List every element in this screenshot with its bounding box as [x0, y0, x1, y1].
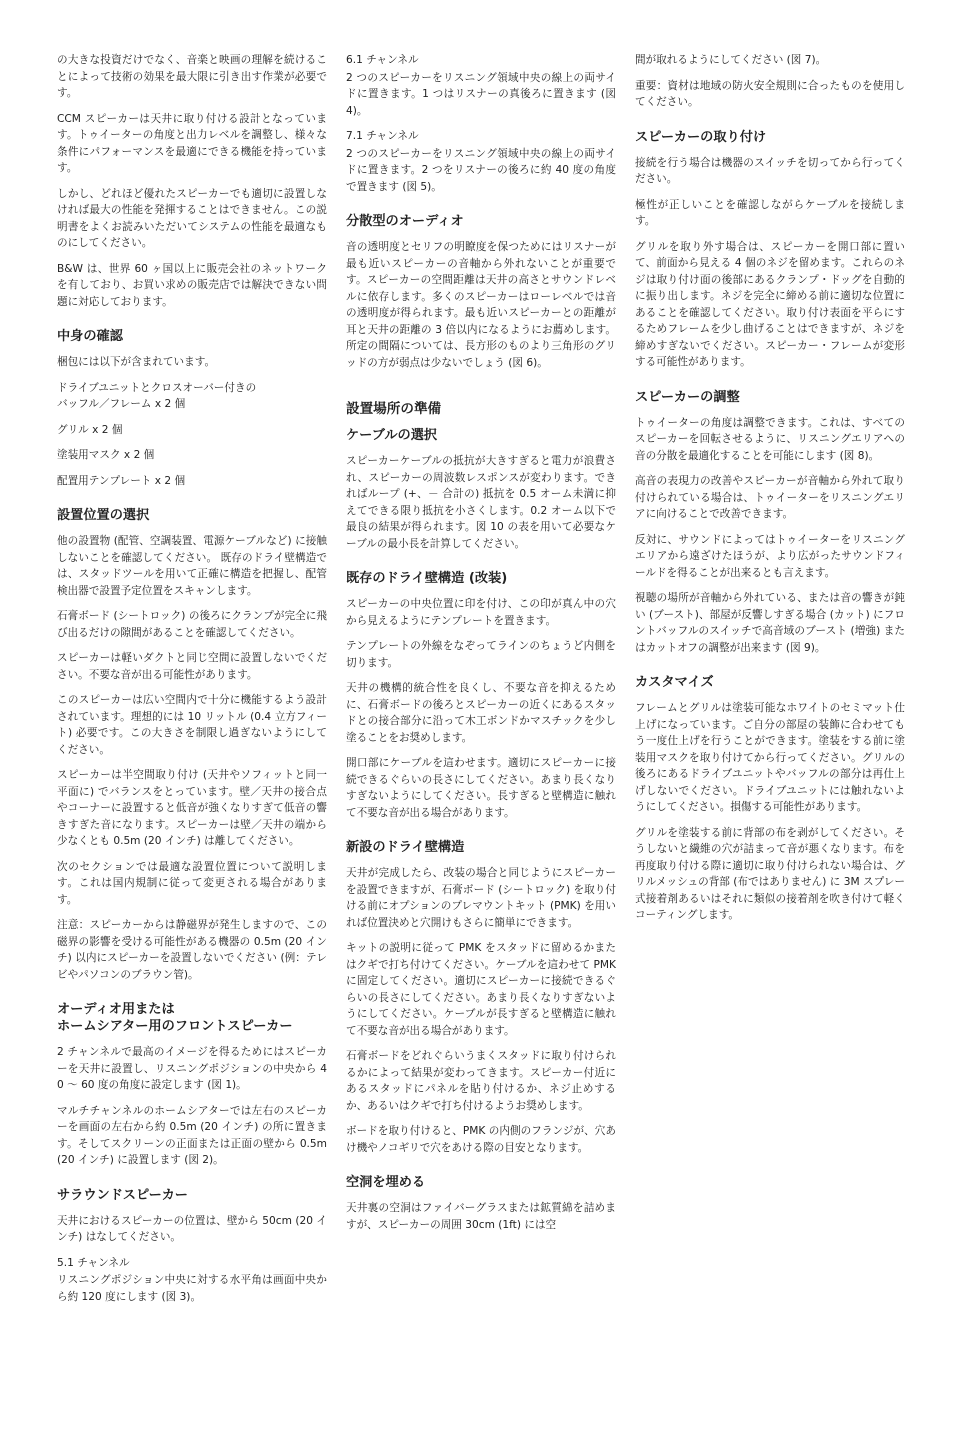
paragraph: トゥイーターの角度は調整できます。これは、すべてのスピーカーを回転させるように、リスニングエリアへの音の分散を最適化することを可能にします (図 8)。 — [635, 416, 905, 462]
paragraph: 他の設置物 (配管、空調装置、電源ケーブルなど) に接触しないことを確認してください。 既存のドライ壁構造では、スタッドツールを用いて正確に構造を把握し、配管検出器で設置予定位置をスキャンします。 — [57, 535, 327, 597]
paragraph: 反対に、サウンドによってはトゥイーターをリスニングエリアから遠ざけたほうが、より広がったサウンドフィールドを得ることが出来るとも言えます。 — [635, 533, 905, 579]
paragraph: B&W は、世界 60 ヶ国以上に販売会社のネットワークを有しており、お買い求めの販売店では解決できない問題に対応しております。 — [57, 262, 327, 308]
paragraph: スピーカーケーブルの抵抗が大きすぎると電力が浪費され、スピーカーの周波数レスポンスが変わります。できればループ (+、－ 合計の) 抵抗を 0.5 オーム未満に抑えてできる限り抵抗を小さくします。0.2 オーム以下で最良の結果が得られます。図 10 の表を用いて必要なケーブルの最小長を計算してください。 — [346, 455, 616, 550]
paragraph: 梱包には以下が含まれています。 — [57, 356, 216, 368]
list-item: ドライブユニットとクロスオーバー付きの バッフル／フレーム x 2 個 — [57, 381, 257, 410]
paragraph: スピーカーは軽いダクトと同じ空間に設置しないでください。不要な音が出る可能性があります。 — [57, 652, 327, 681]
paragraph: 石膏ボードをどれぐらいうまくスタッドに取り付けられるかによって結果が変わってきます。スピーカー付近にあるスタッドにパネルを貼り付けるか、ネジ止めするか、あるいはクギで打ち付けるようお奨めします。 — [346, 1050, 616, 1112]
subheading-51: 5.1 チャンネル — [57, 1256, 130, 1269]
heading-cable: ケーブルの選択 — [346, 428, 438, 443]
paragraph: CCM スピーカーは天井に取り付ける設計となっています。トゥイーターの角度と出力レベルを調整し、様々な条件にパフォーマンスを最適にできる機能を持っています。 — [57, 112, 327, 174]
paragraph: スピーカーは半空間取り付け (天井やソフィットと同一平面に) でバランスをとっています。壁／天井の接合点やコーナーに設置すると低音が強くなりすぎて低音の響きすぎた音になります。スピーカーは壁／天井の端から少なくとも 0.5m (20 インチ) は離してください。 — [57, 769, 327, 847]
heading-customize: カスタマイズ — [635, 675, 714, 690]
paragraph: マルチチャンネルのホームシアターでは左右のスピーカーを画面の左右から約 0.5m (20 インチ) の所に置きます。そしてスクリーンの正面または正面の壁から 0.5m (20 インチ) に設置します (図 2)。 — [57, 1104, 327, 1166]
heading-existing-drywall: 既存のドライ壁構造 (改装) — [346, 571, 508, 586]
paragraph: このスピーカーは広い空間内で十分に機能するよう設計されています。理想的には 10 リットル (0.4 立方フィート) 必要です。この大きさを制限し過ぎないようにしてください。 — [57, 694, 327, 756]
paragraph: 高音の表現力の改善やスピーカーが音軸から外れて取り付けられている場合は、トゥイーターをリスニングエリアに向けることで改善できます。 — [635, 475, 905, 520]
column-3 — [635, 52, 905, 933]
subheading-71: 7.1 チャンネル — [346, 130, 419, 142]
paragraph: 天井におけるスピーカーの位置は、壁から 50cm (20 インチ) はなしてください。 — [57, 1214, 327, 1243]
paragraph: グリルを塗装する前に背部の布を剥がしてください。そうしないと繊維の穴が詰まって音が悪くなります。布を再度取り付ける際に適切に取り付けられない場合は、グリルメッシュの背部 (布ではありません) に 3M スプレー式接着剤あるいはそれに類似の接着剤を吹き付けて軽くコーティングします。 — [635, 826, 905, 921]
paragraph: 重要：資材は地域の防火安全規則に合ったものを使用してください。 — [635, 79, 905, 108]
paragraph: 注意：スピーカーからは静磁界が発生しますので、この磁界の影響を受ける可能性がある機器の 0.5m (20 インチ) 以内にスピーカーを設置しないでください (例：テレビやパソコンのブラウン管)。 — [57, 919, 327, 981]
heading-site-prep: 設置場所の準備 — [346, 401, 442, 417]
heading-position: 設置位置の選択 — [57, 508, 150, 523]
paragraph: 石膏ボード (シートロック) の後ろにクランプが完全に飛び出るだけの隙間があることを確認してください。 — [57, 610, 327, 639]
list-item: 塗装用マスク x 2 個 — [57, 449, 155, 461]
paragraph: 開口部にケーブルを這わせます。適切にスピーカーに接続できるぐらいの長さにしてください。あまり長くなりすぎないようにしてください。長すぎると壁構造に触れて不要な音が出る場合があります。 — [346, 757, 616, 819]
paragraph: 天井が完成したら、改装の場合と同じようにスピーカーを設置できますが、石膏ボード (シートロック) を取り付ける前にオプションのプレマウントキット (PMK) を用いれば位置決めと穴開けもさらに簡単にできます。 — [346, 867, 616, 929]
paragraph: 天井の機構的統合性を良くし、不要な音を抑えるために、石膏ボードの後ろとスピーカーの近くにあるスタッドとの接合部分に沿って木工ボンドかマスチックを少し塗ることをお奨めします。 — [346, 682, 616, 744]
paragraph: グリルを取り外す場合は、スピーカーを開口部に置いて、前面から見える 4 個のネジを留めます。これらのネジは取り付け面の後部にあるクランプ・ドッグを自動的に振り出します。ネジを完全に締める前に適切な位置にあることを確認してください。取り付け表面を平らにするためフレームを少し曲げることはできますが、ネジを締めすぎないでください。スピーカー・フレームが変形する可能性があります。 — [635, 240, 905, 368]
paragraph: キットの説明に従って PMK をスタッドに留めるかまたはクギで打ち付けてください。ケーブルを這わせて PMK に固定してください。適切にスピーカーに接続できるぐらいの長さにしてください。あまり長くなりすぎないようにしてください。ケーブルが長すぎると壁構造に触れて不要な音が出る場合があります。 — [346, 942, 616, 1037]
paragraph: 極性が正しいことを確認しながらケーブルを接続します。 — [635, 198, 905, 227]
paragraph: 視聴の場所が音軸から外れている、または音の響きが鈍い (ブースト)、部屋が反響しすぎる場合 (カット) にフロントバッフルのスイッチで高音域のブースト (増強) またはカットオフの調整が出来ます (図 9)。 — [635, 592, 905, 654]
paragraph: テンプレートの外線をなぞってラインのちょうど内側を切ります。 — [346, 640, 616, 669]
list-item: グリル x 2 個 — [57, 423, 123, 436]
paragraph: リスニングポジション中央に対する水平角は画面中央から約 120 度にします (図 3)。 — [57, 1274, 327, 1303]
paragraph: しかし、どれほど優れたスピーカーでも適切に設置しなければ最大の性能を発揮することはできません。この説明書をよくお読みいただいてシステムの性能を最適なものにしてください。 — [57, 187, 327, 249]
paragraph: 天井裏の空洞はファイバーグラスまたは鉱質綿を詰めますが、スピーカーの周囲 30cm (1ft) には空 — [346, 1202, 616, 1231]
heading-dispersed-audio: 分散型のオーディオ — [346, 214, 464, 229]
heading-fill-cavity: 空洞を埋める — [346, 1175, 426, 1190]
heading-mounting: スピーカーの取り付け — [635, 129, 767, 145]
paragraph: 接続を行う場合は機器のスイッチを切ってから行ってください。 — [635, 156, 905, 185]
heading-contents: 中身の確認 — [57, 329, 123, 344]
paragraph: 2 チャンネルで最高のイメージを得るためにはスピーカーを天井に設置し、リスニングポジションの中央から 40 ～ 60 度の角度に設定します (図 1)。 — [57, 1046, 327, 1091]
paragraph: 間が取れるようにしてください (図 7)。 — [635, 54, 827, 66]
heading-front-speakers: オーディオ用または ホームシアター用のフロントスピーカー — [57, 1002, 293, 1034]
column-1 — [57, 52, 327, 1314]
heading-adjustment: スピーカーの調整 — [635, 389, 740, 405]
list-item: 配置用テンプレート x 2 個 — [57, 474, 186, 487]
paragraph: 音の透明度とセリフの明瞭度を保つためにはリスナーが最も近いスピーカーの音軸から外れないことが重要です。スピーカーの空間距離は天井の高さとサウンドレベルに依存します。多くのスピーカーはローレベルでは音の透明度が得られます。最も近いスピーカーとの距離が耳と天井の距離の 3 倍以内になるようにお薦めします。所定の間隔については、長方形のものより三角形のグリッドの方が弱点は少ないでしょう (図 6)。 — [346, 241, 616, 369]
paragraph: の大きな投資だけでなく、音楽と映画の理解を続けることによって技術の効果を最大限に引き出す作業が必要です。 — [57, 54, 327, 99]
paragraph: スピーカーの中央位置に印を付け、この印が真ん中の穴から見えるようにテンプレートを置きます。 — [346, 598, 616, 627]
paragraph: 2 つのスピーカーをリスニング領域中央の線上の両サイドに置きます。2 つをリスナーの後ろに約 40 度の角度で置きます (図 5)。 — [346, 147, 616, 193]
heading-surround: サラウンドスピーカー — [57, 1187, 188, 1203]
paragraph: ボードを取り付けると、PMK の内側のフランジが、穴あけ機やノコギリで穴をあける際の目安となります。 — [346, 1125, 616, 1154]
paragraph: フレームとグリルは塗装可能なホワイトのセミマット仕上げになっています。ご自分の部屋の装飾に合わせてもう一度仕上げを行うことができます。塗装をする前に塗装用マスクを取り付けてから行ってください。グリルの後ろにあるドライブユニットやバッフルの部分は再仕上げしないでください。ドライブユニットには触れないようにしてください。損傷する可能性があります。 — [635, 702, 905, 813]
subheading-61: 6.1 チャンネル — [346, 54, 419, 66]
column-2 — [346, 52, 616, 1242]
paragraph: 2 つのスピーカーをリスニング領域中央の線上の両サイドに置きます。1 つはリスナーの真後ろに置きます (図 4)。 — [346, 71, 616, 117]
paragraph: 次のセクションでは最適な設置位置について説明します。これは国内規制に従って変更される場合があります。 — [57, 860, 327, 906]
heading-new-drywall: 新設のドライ壁構造 — [346, 840, 465, 855]
